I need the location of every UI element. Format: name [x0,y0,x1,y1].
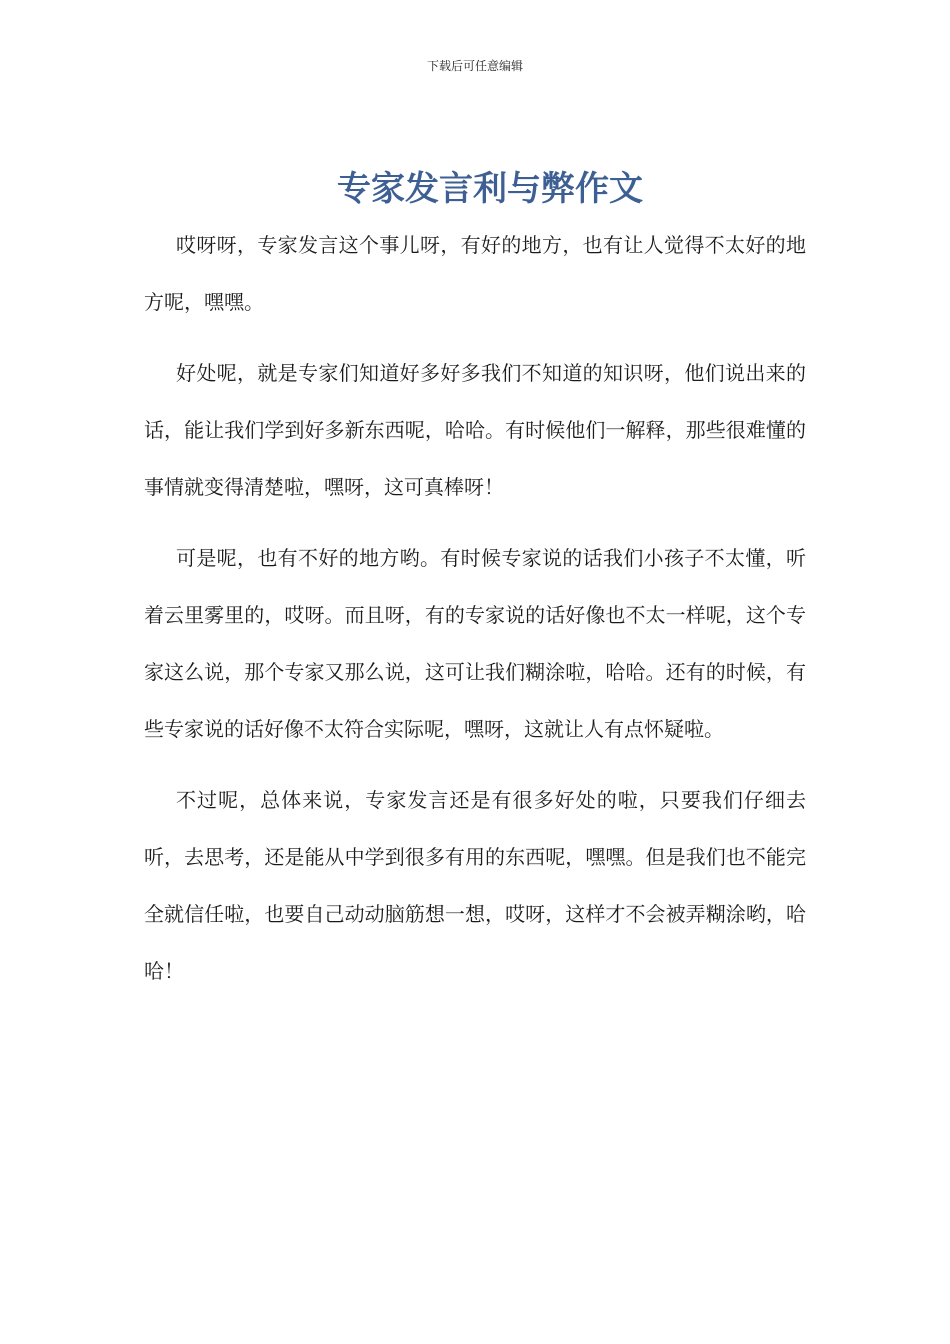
document-body [144,217,806,1014]
paragraph-3: 可是呢，也有不好的地方哟。有时候专家说的话我们小孩子不太懂，听着云里雾里的，哎呀。而且呀，有的专家说的话好像也不太一样呢，这个专家这么说，那个专家又那么说，这可让我们糊涂啦，哈哈。还有的时候，有些专家说的话好像不太符合实际呢，嘿呀，这就让人有点怀疑啦。 [144,546,806,741]
paragraph-1: 哎呀呀，专家发言这个事儿呀，有好的地方，也有让人觉得不太好的地方呢，嘿嘿。 [144,233,806,314]
paragraph-4: 不过呢，总体来说，专家发言还是有很多好处的啦，只要我们仔细去听，去思考，还是能从中学到很多有用的东西呢，嘿嘿。但是我们也不能完全就信任啦，也要自己动动脑筋想一想，哎呀，这样才不会被弄糊涂哟，哈哈！ [144,788,806,983]
paragraph-2: 好处呢，就是专家们知道好多好多我们不知道的知识呀，他们说出来的话，能让我们学到好多新东西呢，哈哈。有时候他们一解释，那些很难懂的事情就变得清楚啦，嘿呀，这可真棒呀！ [144,361,806,499]
header-note: 下载后可任意编辑 [426,59,523,73]
document-title: 专家发言利与弊作文 [337,169,643,209]
